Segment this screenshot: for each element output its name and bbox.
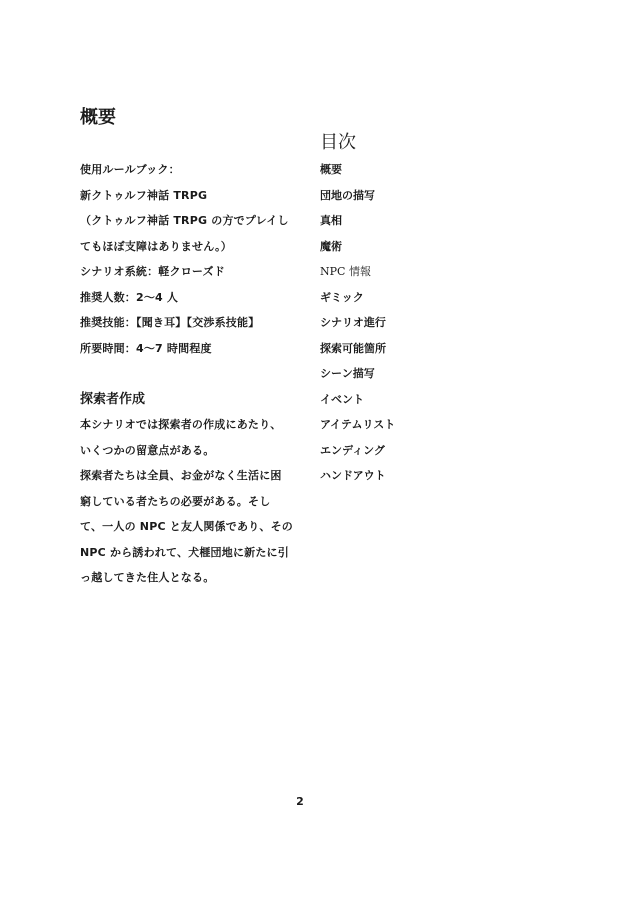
creation-line: て、一人の NPC と友人関係であり、その xyxy=(80,520,293,533)
section-spacer xyxy=(80,361,295,387)
summary-line: 所要時間：4〜7 時間程度 xyxy=(80,341,212,355)
summary-line: （クトゥルフ神話 TRPG の方でプレイし xyxy=(80,214,289,227)
creation-line: 本シナリオでは探索者の作成にあたり、 xyxy=(80,418,282,431)
toc-item-events[interactable]: イベント xyxy=(320,392,364,406)
toc-item-scene-description[interactable]: シーン描写 xyxy=(320,367,375,380)
creation-heading: 探索者作成 xyxy=(80,391,146,407)
toc-item-truth[interactable]: 真相 xyxy=(320,214,342,227)
creation-line: っ越してきた住人となる。 xyxy=(80,571,215,584)
toc-item-item-list[interactable]: アイテムリスト xyxy=(320,418,396,431)
toc-item-summary[interactable]: 概要 xyxy=(320,163,342,176)
toc-item-ending[interactable]: エンディング xyxy=(320,443,385,457)
creation-line: 探索者たちは全員、お金がなく生活に困 xyxy=(80,469,282,482)
left-column xyxy=(80,157,295,591)
summary-line: 推奨技能：【聞き耳】【交渉系技能】 xyxy=(80,316,260,329)
summary-line: 新クトゥルフ神話 TRPG xyxy=(80,188,208,202)
toc-item-gimmick[interactable]: ギミック xyxy=(320,290,364,304)
toc-item-explorable-locations[interactable]: 探索可能箇所 xyxy=(320,341,386,355)
summary-line: シナリオ系統：軽クローズド xyxy=(80,265,225,278)
summary-line: 使用ルールブック： xyxy=(80,163,180,176)
toc-item-complex-description[interactable]: 団地の描写 xyxy=(320,188,375,202)
toc-item-magic[interactable]: 魔術 xyxy=(320,239,342,253)
creation-line: NPC から誘われて、犬榧団地に新たに引 xyxy=(80,545,289,559)
toc-item-npc-info[interactable]: NPC 情報 xyxy=(320,265,371,278)
summary-line: 推奨人数：2〜4 人 xyxy=(80,290,179,304)
creation-line: 窮している者たちの必要がある。そし xyxy=(80,494,271,508)
page-number: 2 xyxy=(296,795,304,808)
table-of-contents xyxy=(320,157,520,489)
summary-heading: 概要 xyxy=(80,107,116,128)
summary-line: てもほぼ支障はありません。） xyxy=(80,239,232,253)
creation-line: いくつかの留意点がある。 xyxy=(80,443,215,457)
toc-item-handout[interactable]: ハンドアウト xyxy=(320,469,386,482)
toc-heading: 目次 xyxy=(320,132,356,153)
toc-item-scenario-progress[interactable]: シナリオ進行 xyxy=(320,316,386,329)
